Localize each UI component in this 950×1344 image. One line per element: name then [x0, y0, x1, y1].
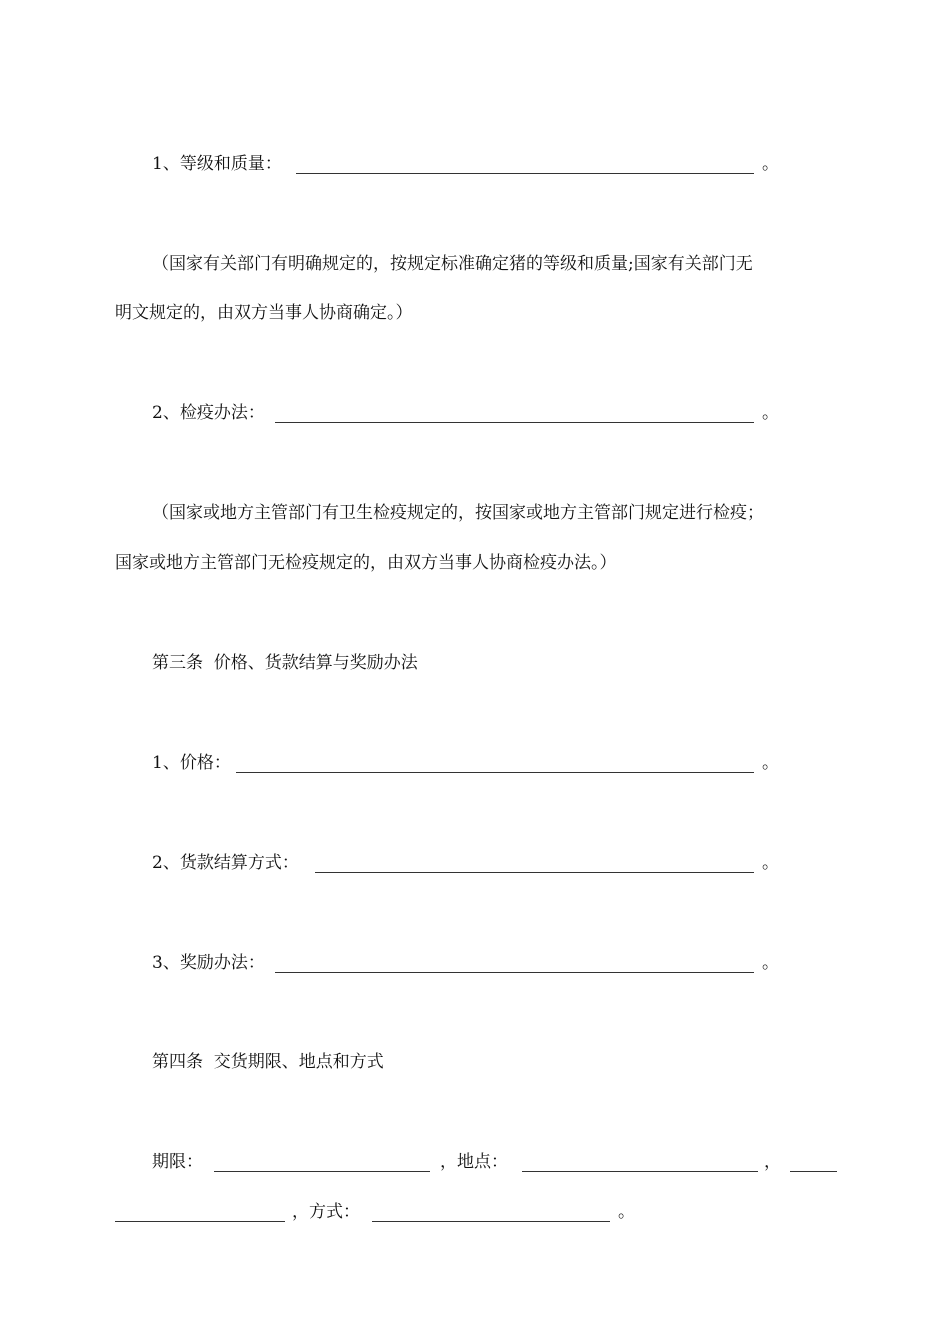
method-end: 。	[618, 1202, 635, 1222]
place-comma: ，	[764, 1152, 781, 1172]
place-blank-line-2[interactable]	[115, 1221, 285, 1222]
place-blank-continued[interactable]	[790, 1171, 837, 1172]
method-label: ，方式：	[292, 1202, 360, 1222]
note-2-line-1: （国家或地方主管部门有卫生检疫规定的，按国家或地方主管部门规定进行检疫；	[152, 503, 764, 523]
settlement-end: 。	[762, 853, 779, 873]
reward-blank[interactable]	[275, 972, 754, 973]
reward-end: 。	[762, 953, 779, 973]
article-3-title: 第三条 价格、货款结算与奖励办法	[152, 653, 418, 673]
item-1-blank[interactable]	[296, 173, 754, 174]
note-2-line-2: 国家或地方主管部门无检疫规定的，由双方当事人协商检疫办法。）	[115, 553, 617, 573]
item-1-label: 1、等级和质量：	[152, 154, 282, 174]
place-blank[interactable]	[522, 1171, 758, 1172]
settlement-label: 2、货款结算方式：	[152, 853, 299, 873]
price-label: 1、价格：	[152, 753, 231, 773]
period-blank[interactable]	[214, 1171, 430, 1172]
note-1-line-1: （国家有关部门有明确规定的，按规定标准确定猪的等级和质量;国家有关部门无	[152, 254, 753, 274]
period-label: 期限：	[152, 1152, 203, 1172]
reward-label: 3、奖励办法：	[152, 953, 265, 973]
note-1-line-2: 明文规定的，由双方当事人协商确定。）	[115, 303, 413, 323]
price-blank[interactable]	[236, 772, 754, 773]
article-4-title: 第四条 交货期限、地点和方式	[152, 1052, 384, 1072]
method-blank[interactable]	[372, 1221, 610, 1222]
price-end: 。	[762, 753, 779, 773]
item-2-label: 2、检疫办法：	[152, 403, 265, 423]
settlement-blank[interactable]	[315, 872, 754, 873]
item-1-end: 。	[762, 154, 779, 174]
item-2-end: 。	[762, 403, 779, 423]
place-label: ，地点：	[440, 1152, 508, 1172]
item-2-blank[interactable]	[275, 422, 754, 423]
